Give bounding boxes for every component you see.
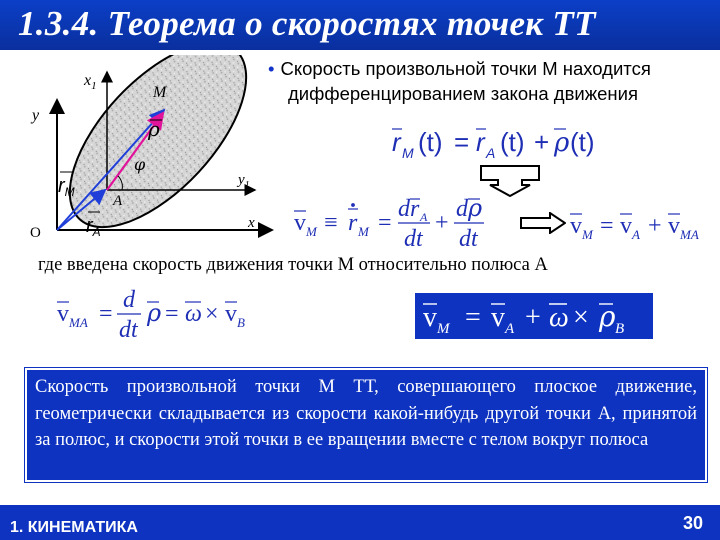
right-arrow-icon (520, 212, 566, 234)
svg-text:=: = (465, 302, 481, 333)
footer-section: 1. КИНЕМАТИКА (10, 519, 138, 536)
svg-text:=: = (378, 210, 392, 236)
svg-text:v: v (570, 213, 582, 239)
svg-text:B: B (615, 321, 625, 337)
equation-velocity-derivative (292, 192, 522, 252)
svg-text:M: M (358, 224, 369, 239)
bullet-line-2: дифференцированием закона движения (288, 83, 638, 104)
svg-text:M: M (306, 224, 317, 239)
svg-text:r: r (392, 127, 401, 157)
equation-relative-velocity (55, 285, 285, 343)
label-rA: r (86, 215, 93, 237)
kinematics-diagram (0, 55, 290, 245)
svg-text:v: v (668, 213, 680, 239)
label-y: y (32, 107, 40, 124)
svg-text:v: v (225, 301, 237, 327)
svg-text:M: M (437, 321, 450, 337)
svg-text:(t): (t) (500, 127, 525, 157)
title-bar (0, 0, 720, 50)
svg-text:×: × (205, 301, 219, 327)
svg-text:(t): (t) (570, 127, 595, 157)
svg-text:v: v (423, 302, 437, 333)
svg-text:dr: dr (398, 196, 420, 222)
svg-text:ω: ω (185, 301, 202, 327)
label-M: M (153, 84, 167, 101)
svg-text:+: + (648, 213, 662, 239)
svg-text:v: v (294, 210, 306, 236)
svg-text:A: A (420, 210, 428, 224)
bullet-point (268, 56, 708, 106)
svg-text:ω: ω (549, 302, 569, 333)
label-rM: r (58, 175, 65, 197)
svg-text:M: M (582, 227, 593, 242)
svg-text:v: v (491, 302, 505, 333)
label-rA-sub: A (92, 225, 101, 239)
svg-text:M: M (402, 145, 414, 161)
label-O: O (30, 225, 41, 241)
svg-text:A: A (632, 227, 640, 242)
svg-text:v: v (620, 213, 632, 239)
label-y1: y (238, 172, 245, 188)
slide-title: 1.3.4. Теорема о скоростях точек ТТ (18, 4, 596, 43)
theorem-statement-box (25, 368, 707, 482)
svg-text:=: = (600, 213, 614, 239)
note-text: где введена скорость движения точки М относительно полюса А (38, 255, 548, 275)
svg-text:=: = (99, 301, 113, 327)
equation-position-law (388, 118, 628, 164)
equation-result (415, 293, 653, 339)
svg-text:B: B (237, 315, 245, 330)
svg-text:r: r (348, 210, 358, 236)
svg-text:×: × (573, 302, 589, 333)
svg-text:A: A (486, 145, 496, 161)
bullet-icon: • (268, 58, 275, 79)
svg-text:ρ: ρ (599, 300, 616, 333)
svg-text:dt: dt (404, 226, 423, 252)
svg-text:=: = (454, 127, 470, 157)
svg-text:y1 (236, 172, 250, 191)
label-x: x (248, 215, 255, 231)
label-x1: x (84, 72, 92, 89)
svg-text:ρ: ρ (554, 128, 570, 158)
svg-text:MA: MA (680, 227, 699, 242)
svg-text:MA: MA (69, 315, 88, 330)
label-A: A (113, 193, 123, 209)
svg-text:(t): (t) (418, 127, 443, 157)
svg-text:A: A (505, 321, 515, 337)
label-y1-sub: 1 (244, 180, 250, 191)
equation-velocity-sum (568, 205, 718, 245)
svg-text:dt: dt (459, 226, 478, 252)
result-formula-box (415, 293, 653, 339)
svg-text:dt: dt (119, 317, 138, 343)
svg-text:+: + (435, 210, 449, 236)
svg-text:r: r (476, 127, 485, 157)
page-number: 30 (682, 513, 703, 533)
svg-text:≡: ≡ (324, 210, 338, 236)
label-x1-sub: 1 (91, 80, 97, 92)
svg-text:v: v (57, 301, 69, 327)
footer-bar (0, 505, 720, 540)
label-phi: φ (134, 155, 146, 174)
svg-text:ρ: ρ (468, 194, 483, 222)
svg-text:=: = (165, 301, 179, 327)
svg-text:+: + (525, 302, 541, 333)
theorem-statement: Скорость произвольной точки М ТТ, совершающего плоское движение, геометрически складывается из скорости какой-нибудь другой точки А, принятой за полюс, и скорости этой точки в ее вращении вместе с телом вокруг полюса (35, 377, 697, 450)
svg-text:ρ: ρ (147, 299, 162, 327)
svg-text:d: d (123, 287, 135, 313)
svg-text:d: d (456, 196, 468, 222)
bullet-line-1: Скорость произвольной точки М находится (280, 58, 651, 79)
label-rho: ρ (148, 117, 160, 141)
svg-text:x1 (83, 72, 97, 92)
label-rM-sub: M (64, 185, 75, 199)
svg-text:+: + (534, 127, 550, 157)
